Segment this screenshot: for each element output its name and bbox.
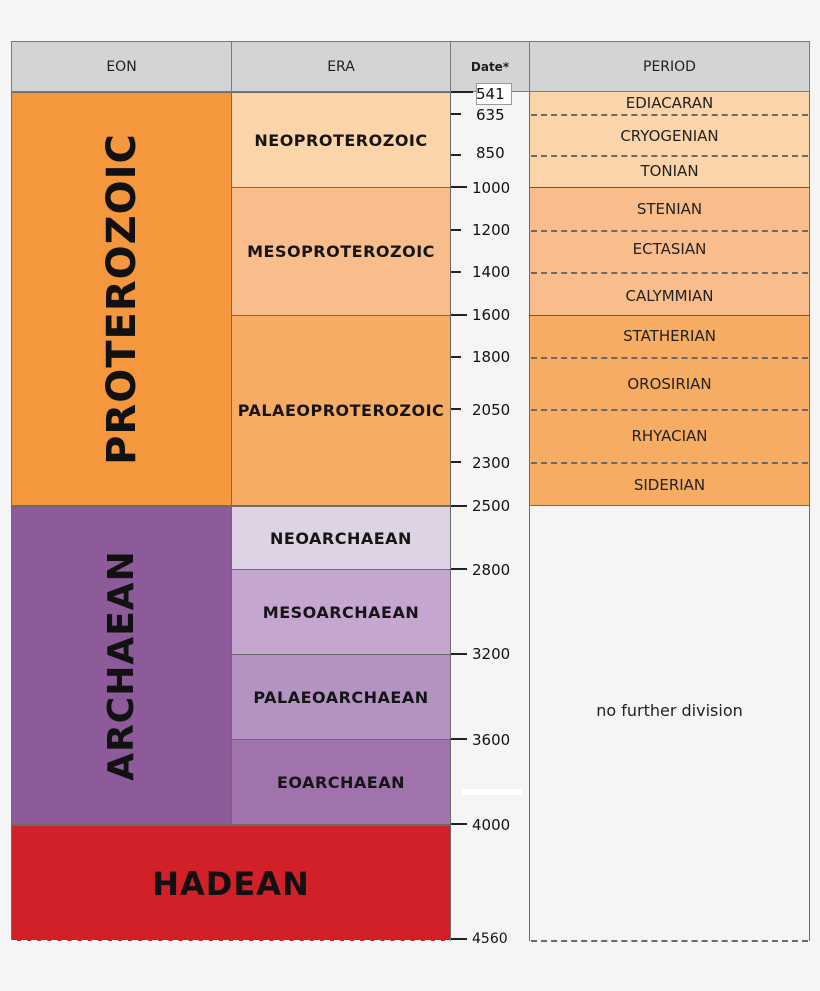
- boundary-line-4560-period: [531, 940, 808, 942]
- date-tick: [451, 186, 467, 188]
- date-tick: [451, 823, 467, 825]
- date-tick: [451, 314, 467, 316]
- eon-proterozoic: [11, 92, 232, 506]
- date-tick: [451, 154, 461, 156]
- eon-archaean-label: ARCHAEAN: [101, 550, 143, 781]
- date-label: 2800: [472, 561, 511, 579]
- date-label: 541: [476, 85, 505, 103]
- date-tick: [451, 229, 461, 231]
- date-tick: [451, 653, 467, 655]
- no-further-division-label: no further division: [596, 700, 743, 720]
- date-column-left-border: [450, 92, 451, 941]
- era-mesoproterozoic: MESOPROTEROZOIC: [231, 187, 451, 316]
- date-label: 850: [476, 144, 505, 162]
- header-period: PERIOD: [529, 41, 810, 92]
- eon-archaean: [11, 506, 232, 825]
- era-neoproterozoic: NEOPROTEROZOIC: [231, 92, 451, 188]
- period-stenian: STENIAN: [636, 200, 703, 218]
- date-label: 2050: [472, 401, 511, 419]
- date-tick: [451, 91, 473, 93]
- era-eoarchaean: EOARCHAEAN: [231, 739, 451, 825]
- date-tick: [451, 505, 467, 507]
- period-orosirian: OROSIRIAN: [627, 375, 712, 393]
- date-label: 4000: [472, 816, 511, 834]
- date-tick: [451, 408, 461, 410]
- boundary-line-1800: [531, 357, 808, 359]
- period-cryogenian: CRYOGENIAN: [620, 127, 719, 145]
- date-tick: [451, 271, 461, 273]
- date-label: 1200: [472, 221, 511, 239]
- date-label: 1800: [472, 348, 511, 366]
- boundary-line-2050: [531, 409, 808, 411]
- header-eon: EON: [11, 41, 232, 92]
- period-ediacaran: EDIACARAN: [625, 94, 714, 112]
- era-palaeoproterozoic: PALAEOPROTEROZOIC: [231, 315, 451, 506]
- period-tonian: TONIAN: [640, 162, 699, 180]
- date-label: 2500: [472, 497, 511, 515]
- header-era: ERA: [231, 41, 451, 92]
- date-tick: [451, 113, 461, 115]
- era-neoarchaean: NEOARCHAEAN: [231, 506, 451, 570]
- date-label: 1000: [472, 179, 511, 197]
- date-tick: [451, 568, 467, 570]
- date-tick: [451, 738, 467, 740]
- date-label: 1600: [472, 306, 511, 324]
- period-ectasian: ECTASIAN: [632, 240, 707, 258]
- date-label: 3200: [472, 645, 511, 663]
- eon-proterozoic-label: PROTEROZOIC: [98, 133, 145, 465]
- date-label: 2300: [472, 454, 511, 472]
- date-tick: [451, 356, 461, 358]
- era-palaeoarchaean: PALAEOARCHAEAN: [231, 654, 451, 740]
- axis-highlight-mark: [462, 789, 522, 795]
- boundary-line-635: [531, 114, 808, 116]
- boundary-line-1600: [529, 315, 810, 316]
- date-tick: [451, 938, 467, 940]
- period-rhyacian: RHYACIAN: [631, 427, 708, 445]
- date-label: 3600: [472, 731, 511, 749]
- period-calymmian: CALYMMIAN: [625, 287, 714, 305]
- boundary-line-2300: [531, 462, 808, 464]
- date-label: 635: [476, 106, 505, 124]
- boundary-line-4560-eon: [11, 940, 451, 942]
- era-mesoarchaean: MESOARCHAEAN: [231, 569, 451, 655]
- boundary-line-1200: [531, 230, 808, 232]
- period-siderian: SIDERIAN: [633, 476, 706, 494]
- eon-hadean-label: HADEAN: [152, 864, 310, 903]
- date-label: 1400: [472, 263, 511, 281]
- eon-hadean: [11, 825, 451, 941]
- boundary-line-1400: [531, 272, 808, 274]
- period-statherian: STATHERIAN: [623, 327, 716, 345]
- boundary-line-1000: [529, 187, 810, 188]
- header-date: Date*: [450, 41, 530, 92]
- date-label: 4560: [472, 931, 508, 947]
- date-tick: [451, 461, 461, 463]
- boundary-line-850: [531, 155, 808, 157]
